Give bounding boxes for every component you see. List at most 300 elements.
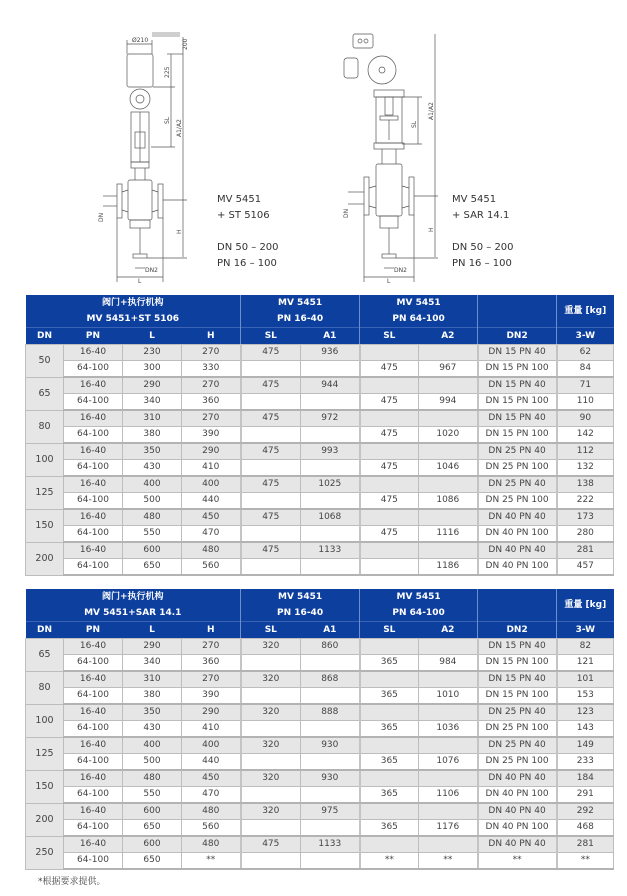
table-cell: 84	[557, 361, 614, 378]
table-cell: 16-40	[64, 803, 123, 820]
table-cell: 390	[182, 688, 241, 705]
dn-cell: 65	[26, 639, 64, 672]
dn-cell: 100	[26, 704, 64, 737]
table-cell: 1046	[419, 460, 478, 477]
table-cell: 480	[182, 542, 241, 559]
column-header: PN	[64, 328, 123, 345]
table-cell	[301, 820, 360, 837]
column-header: H	[182, 328, 241, 345]
table-row	[26, 377, 614, 394]
dimensions-table-sar141	[25, 589, 614, 870]
table-cell: 1133	[301, 836, 360, 853]
table-cell: 110	[557, 394, 614, 411]
table-cell: 270	[182, 345, 241, 361]
table-cell: 860	[301, 639, 360, 655]
column-header: 3-W	[557, 622, 614, 639]
table-cell	[301, 526, 360, 543]
header-row-group	[26, 295, 614, 311]
table-cell: 475	[241, 836, 301, 853]
dim-dn: DN	[98, 212, 105, 222]
table-cell	[241, 655, 301, 672]
table-cell: 650	[123, 820, 182, 837]
column-header: SL	[241, 328, 301, 345]
table-cell: 500	[123, 493, 182, 510]
table-cell: **	[182, 853, 241, 870]
table-cell: DN 40 PN 40	[478, 770, 557, 787]
table-cell: DN 25 PN 100	[478, 460, 557, 477]
table-cell	[419, 836, 478, 853]
table-row	[26, 476, 614, 493]
table-cell: DN 25 PN 40	[478, 443, 557, 460]
table-row	[26, 737, 614, 754]
table-cell	[301, 394, 360, 411]
column-header: SL	[360, 328, 419, 345]
column-header: DN2	[478, 622, 557, 639]
header-pn64: PN 64-100	[360, 311, 478, 328]
caption-dn-range: DN 50 – 200	[452, 242, 514, 253]
table-cell: 64-100	[64, 853, 123, 870]
table-cell	[419, 639, 478, 655]
table-cell: 560	[182, 559, 241, 576]
table-cell: 475	[360, 394, 419, 411]
table-cell	[419, 509, 478, 526]
table-cell	[360, 803, 419, 820]
table-cell	[301, 427, 360, 444]
dim-length: L	[387, 278, 391, 284]
table-row	[26, 721, 614, 738]
table-cell	[360, 639, 419, 655]
table-cell	[241, 853, 301, 870]
caption-dn-range: DN 50 – 200	[217, 242, 279, 253]
table-cell: 64-100	[64, 559, 123, 576]
column-header: L	[123, 328, 182, 345]
table-cell: 365	[360, 655, 419, 672]
column-header: DN	[26, 328, 64, 345]
table-cell: DN 15 PN 40	[478, 639, 557, 655]
table-cell: DN 40 PN 100	[478, 820, 557, 837]
table-cell: DN 25 PN 100	[478, 754, 557, 771]
table-cell: 300	[123, 361, 182, 378]
table-row	[26, 639, 614, 655]
dn-cell: 200	[26, 542, 64, 575]
table-cell: 101	[557, 671, 614, 688]
table-cell	[301, 493, 360, 510]
table-cell: 1025	[301, 476, 360, 493]
table-cell: 475	[360, 460, 419, 477]
table-cell: 64-100	[64, 820, 123, 837]
table-cell: 360	[182, 655, 241, 672]
table-cell	[301, 361, 360, 378]
table-cell: 475	[241, 345, 301, 361]
table-cell: 1176	[419, 820, 478, 837]
dim-stroke: SL	[164, 116, 171, 124]
column-header: A1	[301, 328, 360, 345]
table-cell: 967	[419, 361, 478, 378]
table-cell: 410	[182, 460, 241, 477]
table-cell: 320	[241, 803, 301, 820]
table-cell: 16-40	[64, 737, 123, 754]
table-cell	[241, 427, 301, 444]
caption-pn-range: PN 16 – 100	[217, 258, 277, 269]
table-row	[26, 410, 614, 427]
table-cell: 64-100	[64, 721, 123, 738]
table-cell: 600	[123, 803, 182, 820]
table-row	[26, 655, 614, 672]
table-row	[26, 688, 614, 705]
dim-dn2: DN2	[394, 267, 407, 274]
table-cell: 550	[123, 787, 182, 804]
dim-stroke: SL	[411, 120, 418, 128]
table-cell: 480	[182, 836, 241, 853]
table-cell: DN 25 PN 40	[478, 737, 557, 754]
table-cell: 16-40	[64, 377, 123, 394]
table-cell: 475	[241, 410, 301, 427]
table-cell: 475	[360, 526, 419, 543]
table-cell: 360	[182, 394, 241, 411]
column-header: SL	[241, 622, 301, 639]
header-pn16-model: MV 5451	[241, 589, 360, 605]
table-cell: DN 15 PN 100	[478, 655, 557, 672]
table-cell: 1036	[419, 721, 478, 738]
dim-height: H	[176, 229, 183, 234]
table-cell: 1068	[301, 509, 360, 526]
dn-cell: 65	[26, 377, 64, 410]
table-cell: 320	[241, 737, 301, 754]
table-cell: 82	[557, 639, 614, 655]
table-cell	[301, 559, 360, 576]
table-cell: 149	[557, 737, 614, 754]
header-blank	[478, 295, 557, 328]
header-valve-actuator: 阀门+执行机构	[26, 589, 241, 605]
table-cell	[241, 526, 301, 543]
table-cell	[301, 460, 360, 477]
table-cell: 480	[182, 803, 241, 820]
table-cell: DN 15 PN 40	[478, 410, 557, 427]
table-cell	[360, 770, 419, 787]
table-cell: DN 15 PN 100	[478, 427, 557, 444]
drawing-caption-sar141	[452, 192, 514, 272]
table-cell: 310	[123, 410, 182, 427]
table-cell: 310	[123, 671, 182, 688]
table-cell: 64-100	[64, 688, 123, 705]
column-header: 3-W	[557, 328, 614, 345]
table-cell: 340	[123, 394, 182, 411]
table-cell: 650	[123, 853, 182, 870]
table-cell: 121	[557, 655, 614, 672]
dim-dn2: DN2	[145, 267, 158, 274]
table-cell: 290	[123, 639, 182, 655]
table-cell: DN 40 PN 40	[478, 542, 557, 559]
table-cell: 400	[182, 737, 241, 754]
table-cell: 390	[182, 427, 241, 444]
table-cell: 90	[557, 410, 614, 427]
table-cell	[360, 704, 419, 721]
table-cell: 16-40	[64, 410, 123, 427]
column-header: SL	[360, 622, 419, 639]
header-pn64: PN 64-100	[360, 605, 478, 622]
table-cell: 71	[557, 377, 614, 394]
table-cell: 64-100	[64, 361, 123, 378]
dim-length: L	[138, 278, 142, 284]
table-cell: **	[360, 853, 419, 870]
table-cell: 1076	[419, 754, 478, 771]
table-cell: 320	[241, 770, 301, 787]
table-cell: 233	[557, 754, 614, 771]
table-cell: DN 25 PN 100	[478, 493, 557, 510]
table-cell: 475	[241, 509, 301, 526]
table-cell: 291	[557, 787, 614, 804]
valve-actuator-diagram	[330, 32, 440, 284]
table-cell: 270	[182, 639, 241, 655]
table-cell: 868	[301, 671, 360, 688]
table-cell	[301, 688, 360, 705]
table-cell: 600	[123, 542, 182, 559]
table-row	[26, 754, 614, 771]
table-cell: 290	[123, 377, 182, 394]
caption-actuator: + SAR 14.1	[452, 210, 510, 221]
table-cell: 64-100	[64, 394, 123, 411]
table-cell: 450	[182, 509, 241, 526]
table-cell	[360, 509, 419, 526]
header-row-group	[26, 589, 614, 605]
table-cell	[241, 820, 301, 837]
header-combination: MV 5451+SAR 14.1	[26, 605, 241, 622]
table-cell: 320	[241, 639, 301, 655]
table-cell: 475	[360, 493, 419, 510]
column-header: DN2	[478, 328, 557, 345]
table-row	[26, 770, 614, 787]
table-cell: 1020	[419, 427, 478, 444]
table-cell: 1010	[419, 688, 478, 705]
header-row-columns	[26, 622, 614, 639]
column-header: PN	[64, 622, 123, 639]
table-cell: **	[478, 853, 557, 870]
table-cell	[419, 345, 478, 361]
table-cell	[360, 737, 419, 754]
table-cell: 16-40	[64, 639, 123, 655]
table-cell: 550	[123, 526, 182, 543]
table-cell: 16-40	[64, 345, 123, 361]
table-cell: 16-40	[64, 704, 123, 721]
table-cell	[241, 394, 301, 411]
header-combination: MV 5451+ST 5106	[26, 311, 241, 328]
table-row	[26, 559, 614, 576]
dim-height-total: A1/A2	[176, 119, 183, 137]
header-row-columns	[26, 328, 614, 345]
table-cell: DN 15 PN 100	[478, 688, 557, 705]
valve-drawing-st5106	[95, 32, 215, 284]
table-cell: **	[419, 853, 478, 870]
dn-cell: 125	[26, 737, 64, 770]
table-cell: 440	[182, 754, 241, 771]
drawing-caption-st5106	[217, 192, 279, 272]
table-cell	[301, 853, 360, 870]
table-cell	[241, 754, 301, 771]
table-cell: 430	[123, 721, 182, 738]
table-cell	[419, 704, 478, 721]
table-cell: 281	[557, 542, 614, 559]
table-cell	[360, 671, 419, 688]
table-cell	[301, 721, 360, 738]
dn-cell: 150	[26, 509, 64, 542]
table-cell: 1106	[419, 787, 478, 804]
dn-cell: 80	[26, 671, 64, 704]
header-weight: 重量 [kg]	[557, 589, 614, 622]
table-cell: 112	[557, 443, 614, 460]
table-cell	[360, 836, 419, 853]
table-cell	[301, 754, 360, 771]
table-cell	[241, 688, 301, 705]
table-cell: 64-100	[64, 493, 123, 510]
table-cell	[419, 737, 478, 754]
table-cell: 290	[182, 443, 241, 460]
table-cell: 888	[301, 704, 360, 721]
table-cell: 16-40	[64, 671, 123, 688]
table-cell: 470	[182, 526, 241, 543]
table-cell: 16-40	[64, 836, 123, 853]
table-cell: DN 40 PN 100	[478, 787, 557, 804]
table-cell	[241, 721, 301, 738]
table-row	[26, 443, 614, 460]
table-cell: 944	[301, 377, 360, 394]
table-cell	[241, 460, 301, 477]
table-cell: DN 15 PN 100	[478, 361, 557, 378]
table-cell: 340	[123, 655, 182, 672]
dim-height-total: A1/A2	[428, 102, 435, 120]
table-cell: 138	[557, 476, 614, 493]
caption-actuator: + ST 5106	[217, 210, 270, 221]
table-cell: 365	[360, 787, 419, 804]
table-cell: 173	[557, 509, 614, 526]
column-header: A1	[301, 622, 360, 639]
table-row	[26, 526, 614, 543]
table-row	[26, 542, 614, 559]
table-cell: 16-40	[64, 509, 123, 526]
table-cell: 320	[241, 671, 301, 688]
table-cell: 475	[360, 427, 419, 444]
header-valve-actuator: 阀门+执行机构	[26, 295, 241, 311]
table-cell: 475	[241, 443, 301, 460]
table-cell	[419, 443, 478, 460]
table-cell: 16-40	[64, 770, 123, 787]
table-cell: 270	[182, 410, 241, 427]
header-blank	[478, 589, 557, 622]
table-cell	[241, 493, 301, 510]
table-cell: 64-100	[64, 526, 123, 543]
table-cell: 62	[557, 345, 614, 361]
table-cell: 1133	[301, 542, 360, 559]
dim-actuator: 225	[164, 66, 171, 78]
dn-cell: 125	[26, 476, 64, 509]
dimensions-table-st5106	[25, 295, 614, 576]
table-cell: 994	[419, 394, 478, 411]
table-cell	[301, 787, 360, 804]
table-cell: **	[557, 853, 614, 870]
table-cell: 380	[123, 427, 182, 444]
valve-drawing-sar141	[330, 32, 440, 284]
table-cell: 290	[182, 704, 241, 721]
table-cell: DN 15 PN 40	[478, 377, 557, 394]
table-cell: 123	[557, 704, 614, 721]
table-cell	[241, 559, 301, 576]
table-cell: 350	[123, 443, 182, 460]
table-cell: 16-40	[64, 542, 123, 559]
table-cell: 365	[360, 820, 419, 837]
table-row	[26, 427, 614, 444]
table-cell: 64-100	[64, 655, 123, 672]
dim-height: H	[428, 227, 435, 232]
table-cell: 16-40	[64, 476, 123, 493]
header-pn64-model: MV 5451	[360, 589, 478, 605]
table-cell: 222	[557, 493, 614, 510]
table-cell	[360, 476, 419, 493]
table-cell	[241, 787, 301, 804]
dn-cell: 50	[26, 345, 64, 378]
header-pn16-model: MV 5451	[241, 295, 360, 311]
table-cell: 64-100	[64, 460, 123, 477]
table-cell: 184	[557, 770, 614, 787]
table-cell: 350	[123, 704, 182, 721]
table-cell: 1186	[419, 559, 478, 576]
table-cell: 330	[182, 361, 241, 378]
table-cell: 142	[557, 427, 614, 444]
table-cell: 270	[182, 377, 241, 394]
table-cell: DN 40 PN 100	[478, 526, 557, 543]
header-weight: 重量 [kg]	[557, 295, 614, 328]
column-header: A2	[419, 622, 478, 639]
table-cell: 457	[557, 559, 614, 576]
dn-cell: 250	[26, 836, 64, 869]
table-cell	[419, 770, 478, 787]
column-header: DN	[26, 622, 64, 639]
table-cell: 440	[182, 493, 241, 510]
table-cell: DN 40 PN 40	[478, 803, 557, 820]
table-cell: 650	[123, 559, 182, 576]
table-cell: 410	[182, 721, 241, 738]
table-row	[26, 361, 614, 378]
table-cell: 475	[241, 476, 301, 493]
dim-top: 200	[182, 38, 189, 50]
table-cell: 400	[123, 476, 182, 493]
table-row	[26, 787, 614, 804]
table-cell	[419, 410, 478, 427]
table-cell: DN 40 PN 100	[478, 559, 557, 576]
table-cell: 475	[241, 377, 301, 394]
table-row	[26, 493, 614, 510]
table-cell	[241, 361, 301, 378]
header-pn16: PN 16-40	[241, 311, 360, 328]
table-row	[26, 671, 614, 688]
table-cell: 292	[557, 803, 614, 820]
table-cell: 365	[360, 688, 419, 705]
table-cell	[360, 443, 419, 460]
table-cell: 480	[123, 770, 182, 787]
column-header: H	[182, 622, 241, 639]
table-cell	[419, 377, 478, 394]
table-cell: DN 40 PN 40	[478, 509, 557, 526]
table-cell: 930	[301, 737, 360, 754]
table-cell: 480	[123, 509, 182, 526]
table-cell: DN 25 PN 40	[478, 704, 557, 721]
table-cell: 468	[557, 820, 614, 837]
table-cell: 984	[419, 655, 478, 672]
table-row	[26, 704, 614, 721]
caption-pn-range: PN 16 – 100	[452, 258, 512, 269]
table-row	[26, 345, 614, 361]
table-cell: 936	[301, 345, 360, 361]
table-cell: 64-100	[64, 427, 123, 444]
table-cell	[360, 410, 419, 427]
